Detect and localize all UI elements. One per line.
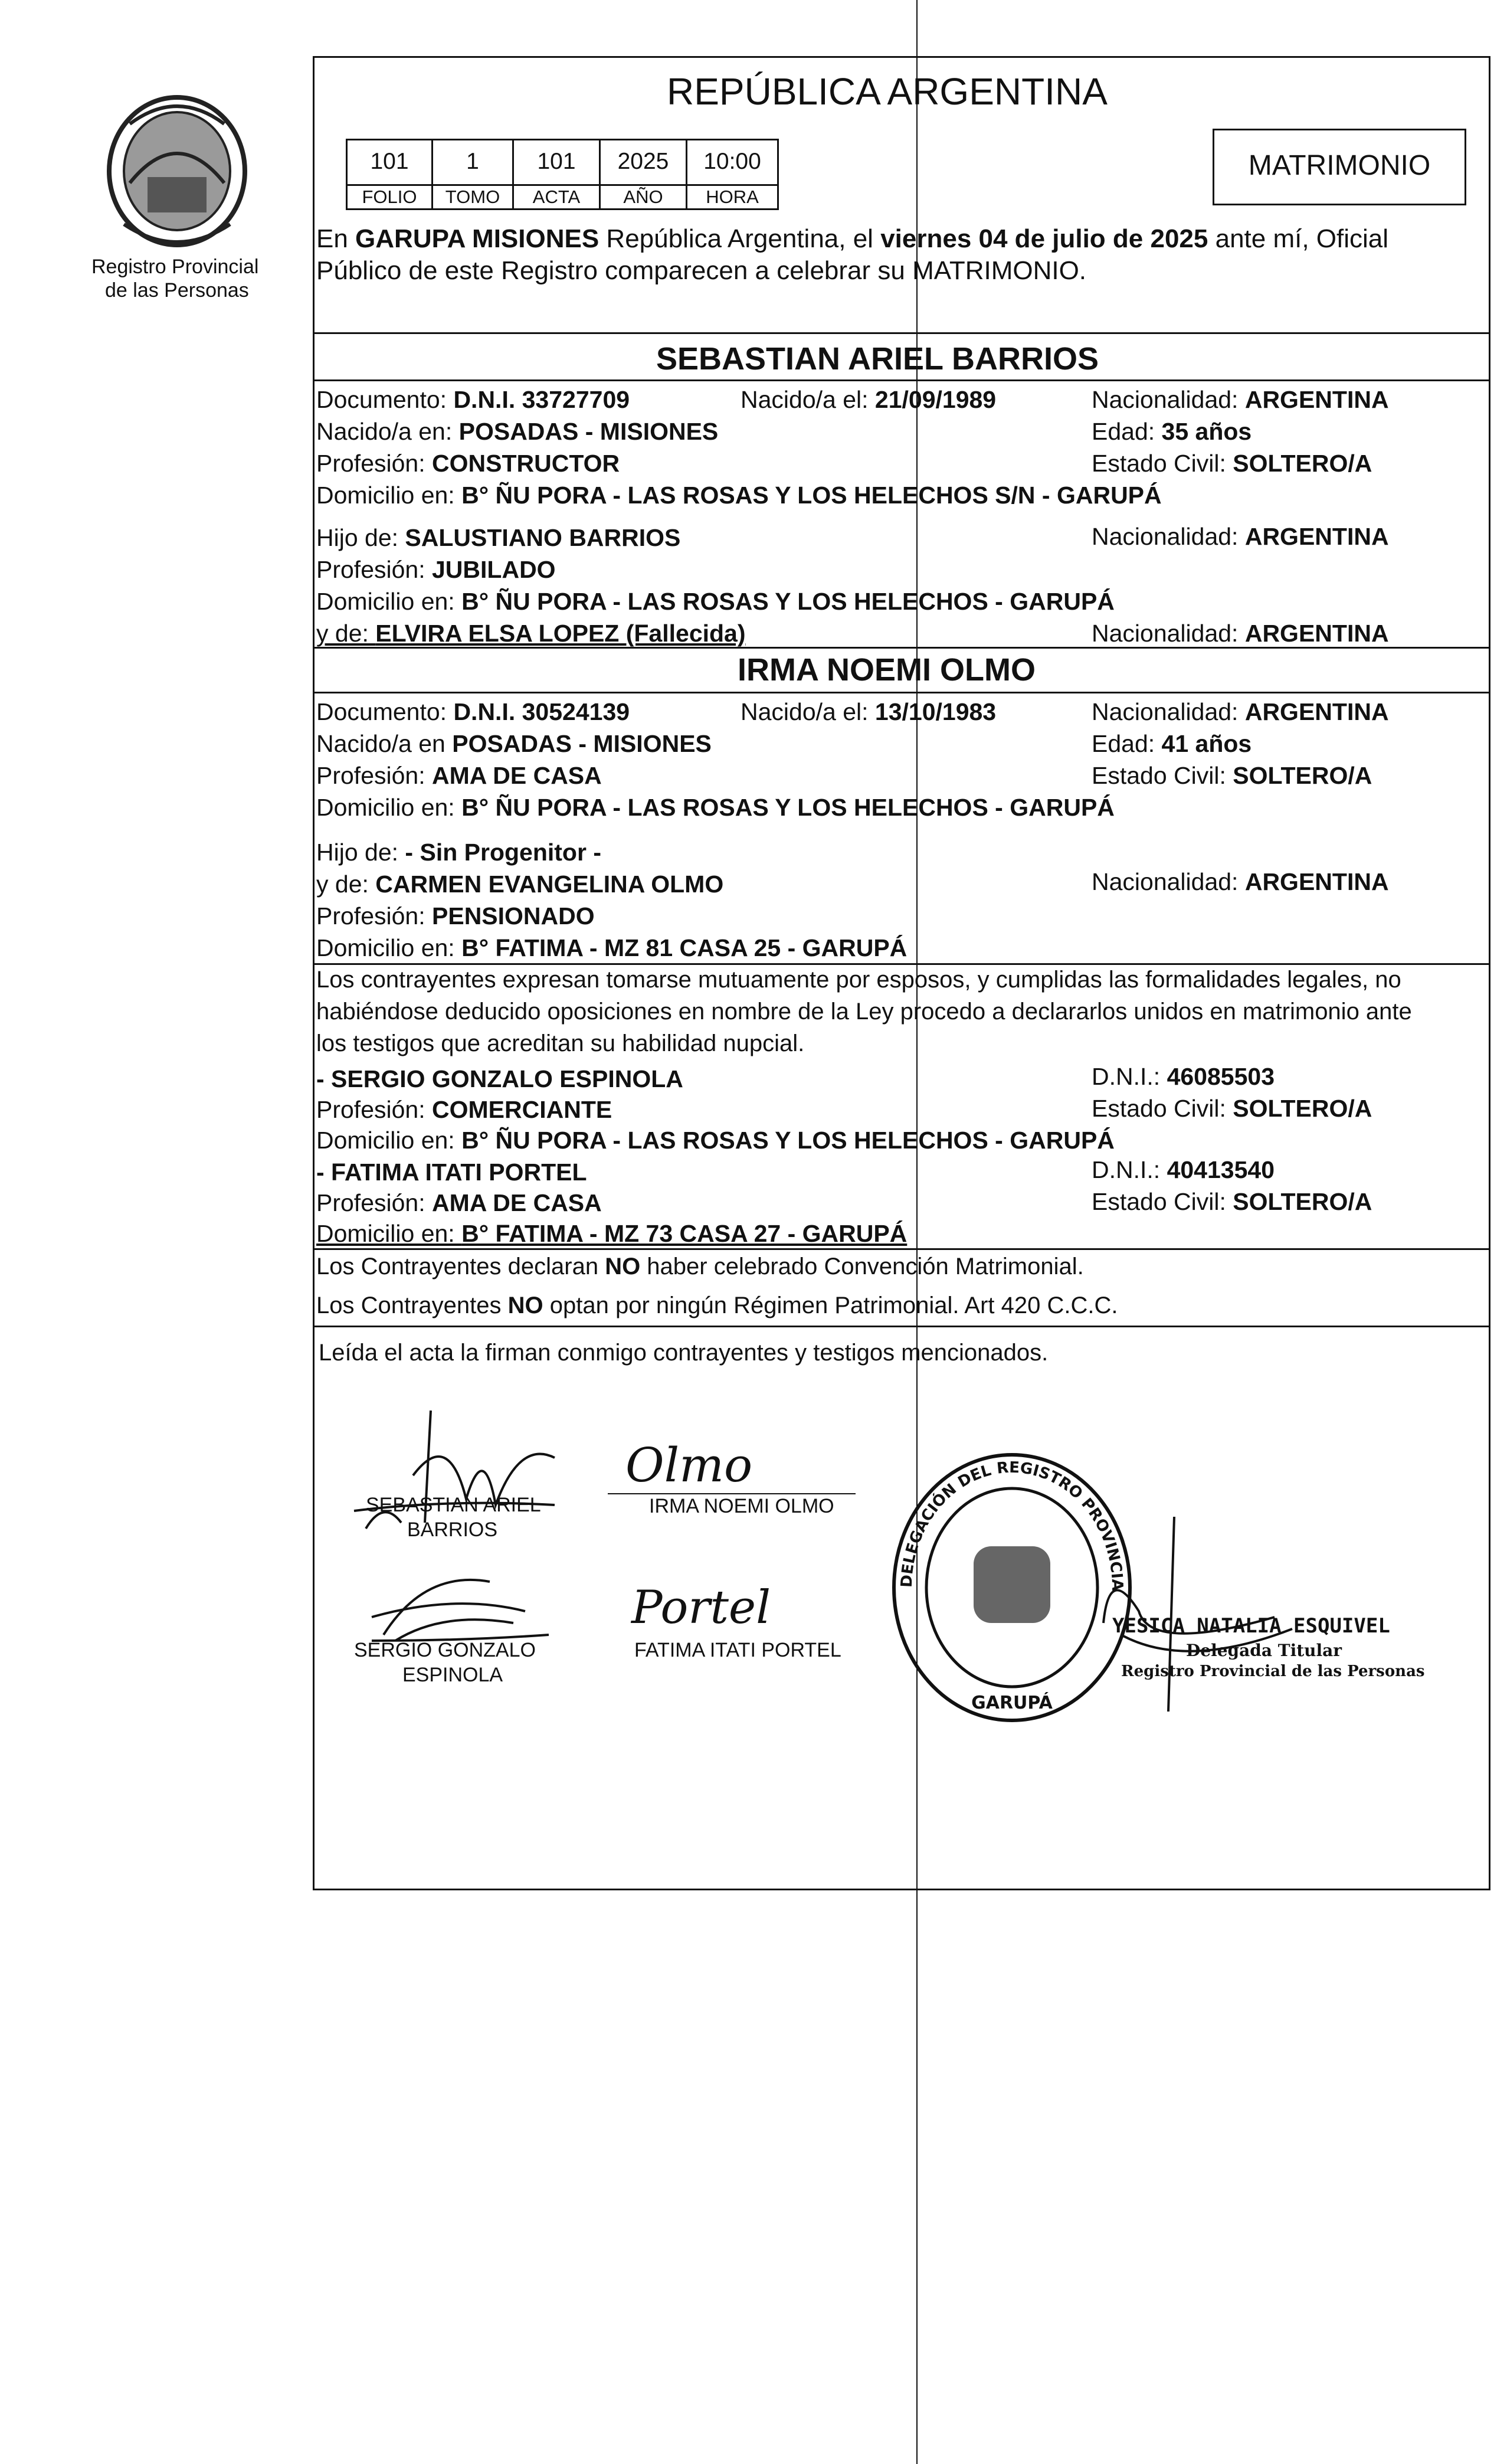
groom-address: Domicilio en: B° ÑU PORA - LAS ROSAS Y LOS HELECHOS S/N - GARUPÁ — [316, 482, 1162, 509]
bride-mother-profession: Profesión: PENSIONADO — [316, 902, 595, 930]
svg-text:Olmo: Olmo — [625, 1438, 753, 1493]
bride-mother-address: Domicilio en: B° FATIMA - MZ 81 CASA 25 - GARUPÁ — [316, 934, 908, 961]
header-label-tomo: TOMO — [431, 184, 514, 210]
official-organization: Registro Provincial de las Personas — [1121, 1663, 1425, 1680]
header-label-folio: FOLIO — [346, 184, 433, 210]
official-name: YESICA NATALIA ESQUIVEL — [1112, 1614, 1390, 1638]
convention-line1: Los Contrayentes declaran NO haber celebrado Convención Matrimonial. — [316, 1254, 1084, 1280]
declaration-line3: los testigos que acreditan su habilidad nupcial. — [316, 1030, 805, 1056]
province-seal-logo — [89, 89, 266, 254]
groom-father: Hijo de: SALUSTIANO BARRIOS — [316, 524, 681, 551]
groom-father-address: Domicilio en: B° ÑU PORA - LAS ROSAS Y LOS HELECHOS - GARUPÁ — [316, 588, 1115, 615]
header-field-hora: 10:00 — [686, 139, 779, 186]
bride-civil-status: Estado Civil: SOLTERO/A — [1092, 762, 1372, 789]
bride-signature-name: IRMA NOEMI OLMO — [649, 1495, 834, 1517]
groom-father-profession: Profesión: JUBILADO — [316, 556, 556, 583]
convention-line2: Los Contrayentes NO optan por ningún Régimen Patrimonial. Art 420 C.C.C. — [316, 1292, 1118, 1318]
witness2-signature — [625, 1570, 879, 1641]
witness2-address: Domicilio en: B° FATIMA - MZ 73 CASA 27 - GARUPÁ — [316, 1220, 908, 1247]
official-role: Delegada Titular — [1186, 1641, 1342, 1660]
witness2-civil-status: Estado Civil: SOLTERO/A — [1092, 1188, 1372, 1215]
bride-birthplace: Nacido/a en POSADAS - MISIONES — [316, 730, 712, 757]
bride-age: Edad: 41 años — [1092, 730, 1252, 757]
groom-document: Documento: D.N.I. 33727709 — [316, 386, 630, 413]
bride-document: Documento: D.N.I. 30524139 — [316, 698, 630, 725]
logo-caption-line1: Registro Provincial — [91, 256, 259, 278]
declaration-line1: Los contrayentes expresan tomarse mutuamente por esposos, y cumplidas las formalidades legales, no — [316, 967, 1401, 993]
witness1-dni: D.N.I.: 46085503 — [1092, 1063, 1275, 1090]
closing-statement: Leída el acta la firman conmigo contrayentes y testigos mencionados. — [319, 1340, 1049, 1366]
svg-text:Portel: Portel — [631, 1581, 771, 1634]
witness2-signature-name: FATIMA ITATI PORTEL — [634, 1639, 841, 1661]
groom-birthdate: Nacido/a el: 21/09/1989 — [741, 386, 997, 413]
groom-civil-status: Estado Civil: SOLTERO/A — [1092, 450, 1372, 477]
bride-name: IRMA NOEMI OLMO — [738, 652, 1036, 688]
witness2-dni: D.N.I.: 40413540 — [1092, 1156, 1275, 1183]
groom-mother: y de: ELVIRA ELSA LOPEZ (Fallecida) — [316, 620, 746, 647]
groom-mother-nationality: Nacionalidad: ARGENTINA — [1092, 620, 1389, 647]
witness1-address: Domicilio en: B° ÑU PORA - LAS ROSAS Y LOS HELECHOS - GARUPÁ — [316, 1127, 1115, 1154]
witness1-civil-status: Estado Civil: SOLTERO/A — [1092, 1095, 1372, 1122]
act-type-box: MATRIMONIO — [1213, 129, 1466, 205]
intro-line1: En GARUPA MISIONES República Argentina, el viernes 04 de julio de 2025 ante mí, Oficial — [316, 224, 1389, 253]
header-field-folio: 101 — [346, 139, 433, 186]
header-label-hora: HORA — [686, 184, 779, 210]
witness1-signature-name: SERGIO GONZALO — [354, 1639, 536, 1661]
groom-father-nationality: Nacionalidad: ARGENTINA — [1092, 523, 1389, 550]
groom-signature-name: SEBASTIAN ARIEL — [366, 1494, 541, 1516]
bride-nationality: Nacionalidad: ARGENTINA — [1092, 698, 1389, 725]
groom-birthplace: Nacido/a en: POSADAS - MISIONES — [316, 418, 719, 445]
page-title: REPÚBLICA ARGENTINA — [667, 70, 1108, 113]
bride-address: Domicilio en: B° ÑU PORA - LAS ROSAS Y LOS HELECHOS - GARUPÁ — [316, 794, 1115, 821]
svg-text:DELEGACIÓN DEL REGISTRO PROVIN: DELEGACIÓN DEL REGISTRO PROVINCIAL DE LAS PERSONAS — [878, 1435, 1126, 1591]
witness2-name: - FATIMA ITATI PORTEL — [316, 1159, 587, 1186]
header-field-tomo: 1 — [431, 139, 514, 186]
header-label-acta: ACTA — [512, 184, 601, 210]
groom-name: SEBASTIAN ARIEL BARRIOS — [656, 341, 1099, 377]
bride-profession: Profesión: AMA DE CASA — [316, 762, 602, 789]
svg-text:GARUPÁ: GARUPÁ — [971, 1693, 1053, 1713]
header-field-acta: 101 — [512, 139, 601, 186]
witness1-name: - SERGIO GONZALO ESPINOLA — [316, 1065, 683, 1092]
header-field-anio: 2025 — [599, 139, 687, 186]
bride-signature — [620, 1434, 891, 1499]
bride-father: Hijo de: - Sin Progenitor - — [316, 839, 601, 866]
groom-age: Edad: 35 años — [1092, 418, 1252, 445]
declaration-line2: habiéndose deducido oposiciones en nombre de la Ley procedo a declararlos unidos en matrimonio ante — [316, 999, 1412, 1025]
logo-caption-line2: de las Personas — [105, 279, 249, 302]
witness2-profession: Profesión: AMA DE CASA — [316, 1189, 602, 1216]
witness1-profession: Profesión: COMERCIANTE — [316, 1096, 612, 1123]
witness1-signature-surname: ESPINOLA — [402, 1664, 503, 1686]
intro-line2: Público de este Registro comparecen a celebrar su MATRIMONIO. — [316, 256, 1087, 285]
witness1-signature — [336, 1558, 572, 1647]
bride-mother-nationality: Nacionalidad: ARGENTINA — [1092, 868, 1389, 895]
header-label-anio: AÑO — [599, 184, 687, 210]
groom-profession: Profesión: CONSTRUCTOR — [316, 450, 620, 477]
groom-signature-surname: BARRIOS — [407, 1519, 498, 1541]
bride-mother: y de: CARMEN EVANGELINA OLMO — [316, 871, 724, 898]
bride-birthdate: Nacido/a el: 13/10/1983 — [741, 698, 997, 725]
groom-nationality: Nacionalidad: ARGENTINA — [1092, 386, 1389, 413]
